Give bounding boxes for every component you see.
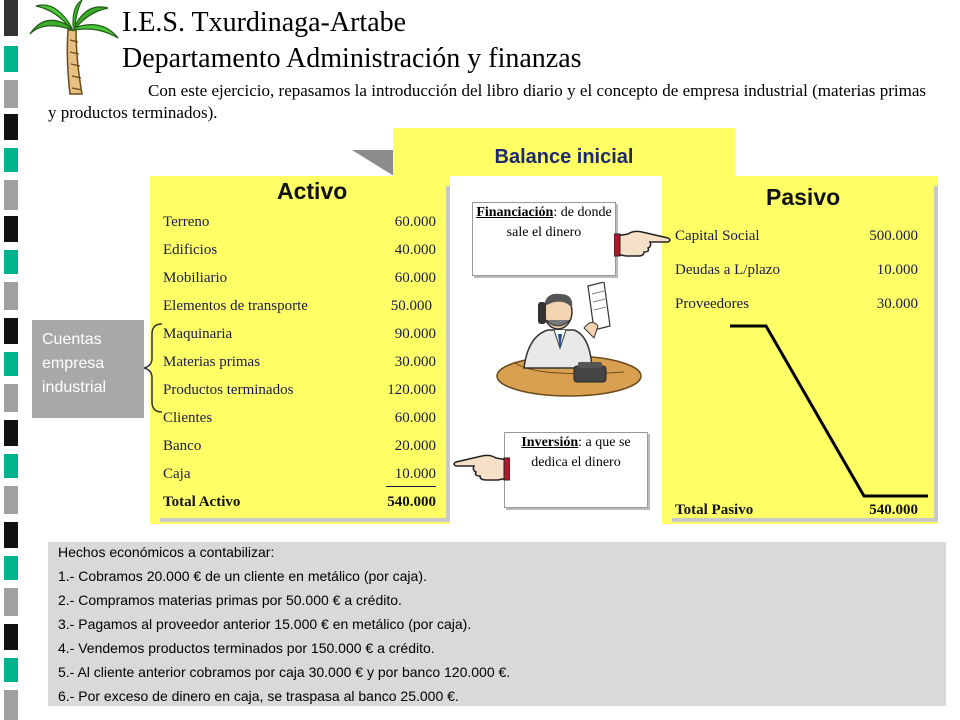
inversion-term: Inversión bbox=[521, 435, 579, 450]
financiacion-term: Financiación bbox=[476, 205, 554, 220]
facts-title: Hechos económicos a contabilizar: bbox=[58, 544, 275, 560]
activo-item-value: 30.000 bbox=[394, 354, 436, 370]
banner-shadow-tab bbox=[352, 150, 394, 176]
pasivo-title: Pasivo bbox=[766, 184, 841, 210]
cuentas-empresa-industrial-box bbox=[36, 324, 140, 414]
activo-item-name: Edificios bbox=[163, 242, 218, 258]
pasivo-total-value: 540.000 bbox=[869, 502, 918, 518]
financiacion-text: : de donde sale el dinero bbox=[506, 205, 612, 240]
activo-item-value: 120.000 bbox=[387, 382, 436, 398]
fact-item: 2.- Compramos materias primas por 50.000 € a crédito. bbox=[58, 592, 402, 608]
cuentas-line-2: empresa bbox=[42, 355, 105, 372]
activo-sum-line bbox=[386, 486, 436, 487]
activo-panel-shadow-right bbox=[446, 186, 450, 520]
activo-item-name: Mobiliario bbox=[163, 270, 228, 286]
pointing-hand-left-icon bbox=[452, 450, 510, 484]
businessman-phone-illustration bbox=[494, 282, 644, 400]
activo-item-value: 20.000 bbox=[394, 438, 436, 454]
activo-item-name: Clientes bbox=[163, 410, 213, 426]
inversion-text: : a que se dedica el dinero bbox=[531, 435, 631, 470]
activo-item-name: Materias primas bbox=[163, 354, 261, 370]
activo-item-name: Banco bbox=[163, 438, 202, 454]
pasivo-closing-line bbox=[662, 320, 938, 500]
activo-item-value: 90.000 bbox=[394, 326, 436, 342]
fact-item: 1.- Cobramos 20.000 € de un cliente en metálico (por caja). bbox=[58, 568, 427, 584]
fact-item: 5.- Al cliente anterior cobramos por caja 30.000 € y por banco 120.000 €. bbox=[58, 664, 511, 680]
activo-item-value: 50.000 bbox=[390, 298, 432, 314]
fact-item: 3.- Pagamos al proveedor anterior 15.000 € en metálico (por caja). bbox=[58, 616, 472, 632]
activo-item-value: 60.000 bbox=[394, 410, 436, 426]
activo-item-name: Elementos de transporte bbox=[163, 298, 308, 314]
activo-panel-shadow-bottom bbox=[160, 518, 450, 522]
pasivo-item-name: Capital Social bbox=[675, 228, 760, 244]
cuentas-line-1: Cuentas bbox=[42, 331, 102, 348]
department-title: Departamento Administración y finanzas bbox=[122, 43, 582, 74]
activo-title: Activo bbox=[277, 178, 348, 204]
inversion-callout bbox=[504, 432, 648, 508]
curly-brace-icon bbox=[142, 320, 166, 414]
pasivo-item-name: Deudas a L/plazo bbox=[675, 262, 780, 278]
activo-item-name: Maquinaria bbox=[163, 326, 233, 342]
activo-total-label: Total Activo bbox=[163, 494, 241, 510]
pasivo-item-value: 30.000 bbox=[876, 296, 918, 312]
activo-item-name: Terreno bbox=[163, 214, 210, 230]
activo-total-value: 540.000 bbox=[387, 494, 436, 510]
activo-item-value: 10.000 bbox=[394, 466, 436, 482]
activo-item-value: 40.000 bbox=[394, 242, 436, 258]
activo-item-name: Caja bbox=[163, 466, 191, 482]
decorative-side-strip bbox=[0, 0, 22, 720]
pointing-hand-right-icon bbox=[614, 226, 672, 260]
fact-item: 6.- Por exceso de dinero en caja, se traspasa al banco 25.000 €. bbox=[58, 688, 459, 704]
fact-item: 4.- Vendemos productos terminados por 150.000 € a crédito. bbox=[58, 640, 435, 656]
pasivo-item-value: 500.000 bbox=[869, 228, 918, 244]
activo-item-value: 60.000 bbox=[394, 270, 436, 286]
financiacion-callout bbox=[472, 202, 616, 276]
balance-title: Balance inicial bbox=[494, 146, 634, 168]
school-title: I.E.S. Txurdinaga-Artabe bbox=[122, 7, 407, 38]
pasivo-item-value: 10.000 bbox=[876, 262, 918, 278]
cuentas-line-3: industrial bbox=[42, 379, 107, 396]
pasivo-item-name: Proveedores bbox=[675, 296, 750, 312]
intro-paragraph: Con este ejercicio, repasamos la introducción del libro diario y el concepto de empresa industrial (materias primas y productos terminados). bbox=[48, 81, 926, 122]
activo-item-value: 60.000 bbox=[394, 214, 436, 230]
activo-item-name: Productos terminados bbox=[163, 382, 294, 398]
pasivo-total-label: Total Pasivo bbox=[675, 502, 754, 518]
